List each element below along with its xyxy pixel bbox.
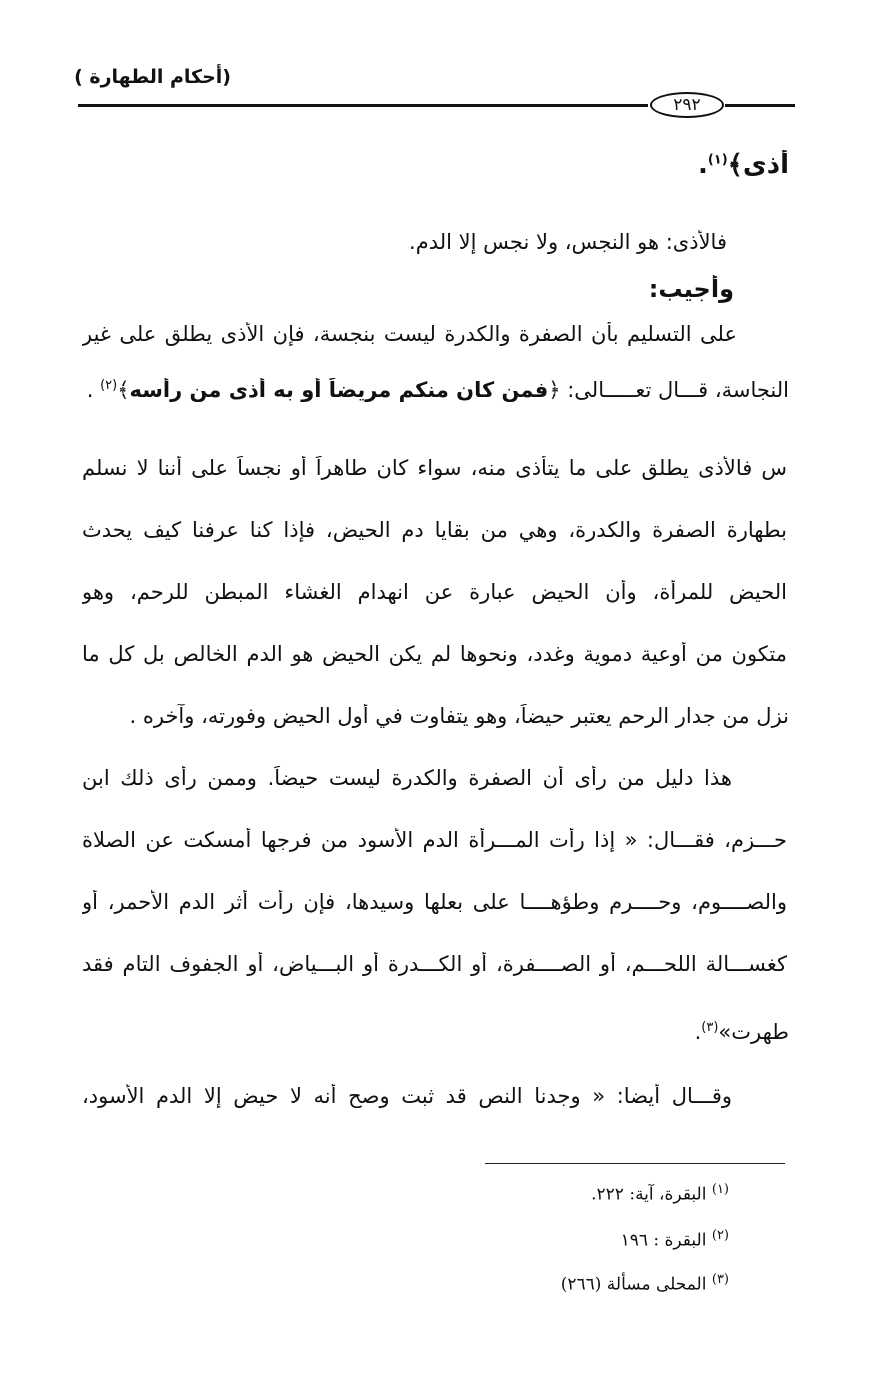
footnote-2 <box>621 1228 729 1251</box>
footnote-text: المحلى مسألة (٢٦٦) <box>560 1274 707 1295</box>
footnote-text: البقرة، آية: ٢٢٢. <box>591 1184 707 1205</box>
header-rule-right <box>725 104 795 107</box>
header-rule <box>78 104 648 107</box>
text-line-8: الحيض للمرأة، وأن الحيض عبارة عن انهدام الغشاء المبطن للرحم، وهو <box>82 580 787 604</box>
footnote-number: (٢) <box>711 1228 729 1243</box>
quran-verse: فمن كان منكم مريضاً أو به أذى من رأسه <box>129 378 549 402</box>
text-line-11: هذا دليل من رأى أن الصفرة والكدرة ليست حيضاً. وممن رأى ذلك ابن <box>82 766 732 790</box>
footnote-ref-2: (٢) <box>100 378 118 393</box>
text-line-10: نزل من جدار الرحم يعتبر حيضاً، وهو يتفاوت في أول الحيض وفورته، وآخره . <box>129 704 789 728</box>
text-line-4: على التسليم بأن الصفرة والكدرة ليست بنجسة، فإن الأذى يطلق على غير <box>82 322 737 346</box>
text-line-16: وقـــال أيضا: « وجدنا النص قد ثبت وصح أنه لا حيض إلا الدم الأسود، <box>82 1084 732 1108</box>
text-line-15: طهرت»$^{(٣)}$. <box>694 1020 789 1044</box>
text-line-13: والصــــوم، وحــــرم وطؤهــــا على بعلها وسيدها، فإن رأت أثر الدم الأحمر، أو <box>82 890 787 914</box>
text-line-14: كغســـالة اللحـــم، أو الصــــفرة، أو الكـــدرة أو البـــياض، أو الجفوف التام فقد <box>82 952 787 976</box>
subheading-answer: وأجيب: <box>648 275 734 303</box>
text-line-6: س فالأذى يطلق على ما يتأذى منه، سواء كان طاهراً أو نجساً على أننا لا نسلم <box>82 456 787 480</box>
quran-fragment: أذى﴾ <box>727 150 789 180</box>
footnote-ref-1: (١) <box>707 152 728 168</box>
page-number: ٢٩٢ <box>650 92 724 118</box>
text-line-1: أذى﴾$^{(١)}$. <box>697 150 789 180</box>
footnote-1 <box>591 1182 729 1205</box>
footnote-3 <box>561 1272 729 1295</box>
footnote-ref-3: (٣) <box>701 1020 719 1035</box>
footnote-text: البقرة : ١٩٦ <box>620 1230 707 1251</box>
text-line-9: متكون من أوعية دموية وغدد، ونحوها لم يكن الحيض هو الدم الخالص بل كل ما <box>82 642 787 666</box>
footnote-number: (٣) <box>711 1272 729 1287</box>
text-line-12: حـــزم، فقـــال: « إذا رأت المـــرأة الدم الأسود من فرجها أمسكت عن الصلاة <box>82 828 787 852</box>
footnote-separator <box>485 1163 785 1164</box>
running-header-title: (أحكام الطهارة ) <box>74 66 231 88</box>
text-line-2: فالأذى: هو النجس، ولا نجس إلا الدم. <box>409 230 727 254</box>
text-line-7: بطهارة الصفرة والكدرة، وهي من بقايا دم الحيض، فإذا كنا عرفنا كيف يحدث <box>82 518 787 542</box>
text-line-5: النجاسة، قـــال تعـــــالى: ﴿فمن كان منكم مريضاً أو به أذى من رأسه﴾$^{(٢)}$ . <box>86 378 789 402</box>
footnote-number: (١) <box>711 1182 729 1197</box>
